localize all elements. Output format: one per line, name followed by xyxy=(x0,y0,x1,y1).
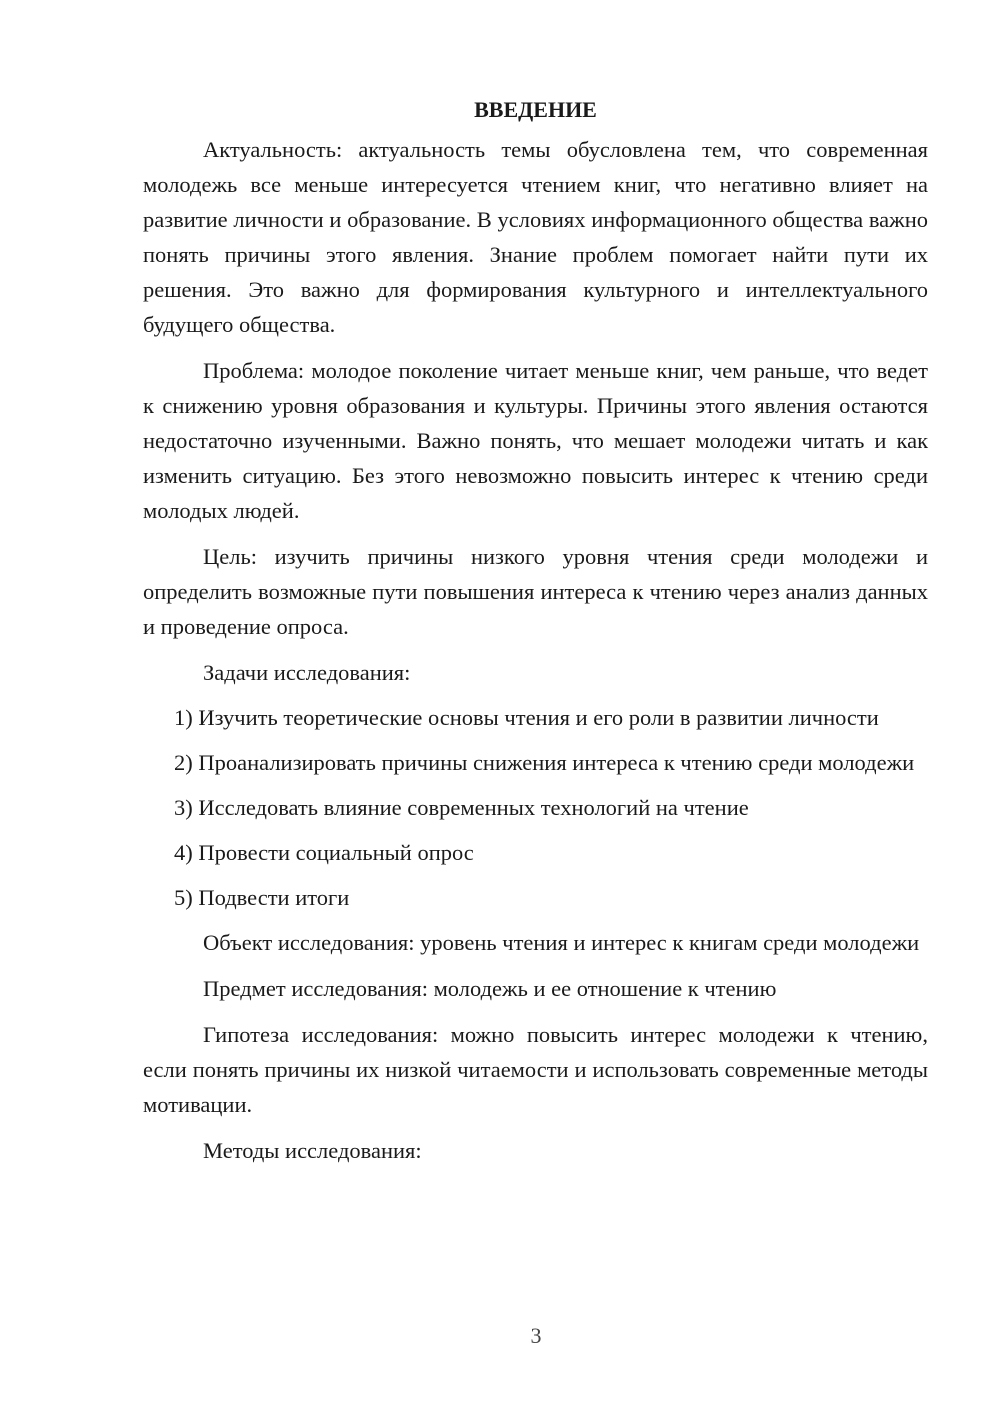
paragraph-object: Объект исследования: уровень чтения и интерес к книгам среди молодежи xyxy=(203,930,920,955)
page-number: 3 xyxy=(530,1323,542,1348)
paragraph-relevance: Актуальность: актуальность темы обусловлена тем, что современная молодежь все меньше интересуется чтением книг, что негативно влияет на развитие личности и образование. В условиях информационного общества важно понять причины этого явления. Знание проблем помогает найти пути их решения. Это важно для формирования культурного и интеллектуального будущего общества. xyxy=(143,137,928,337)
task-item-4: 4) Провести социальный опрос xyxy=(174,840,474,865)
document-page xyxy=(143,88,928,1178)
paragraph-subject: Предмет исследования: молодежь и ее отношение к чтению xyxy=(203,976,777,1001)
task-item-2: 2) Проанализировать причины снижения интереса к чтению среди молодежи xyxy=(174,750,915,775)
task-item-1: 1) Изучить теоретические основы чтения и его роли в развитии личности xyxy=(174,705,879,730)
task-item-3: 3) Исследовать влияние современных технологий на чтение xyxy=(174,795,749,820)
page-title: ВВЕДЕНИЕ xyxy=(474,97,597,122)
paragraph-problem: Проблема: молодое поколение читает меньше книг, чем раньше, что ведет к снижению уровня образования и культуры. Причины этого явления остаются недостаточно изученными. Важно понять, что мешает молодежи читать и как изменить ситуацию. Без этого невозможно повысить интерес к чтению среди молодых людей. xyxy=(143,358,928,523)
paragraph-hypothesis: Гипотеза исследования: можно повысить интерес молодежи к чтению, если понять причины их низкой читаемости и использовать современные методы мотивации. xyxy=(143,1022,928,1117)
paragraph-goal: Цель: изучить причины низкого уровня чтения среди молодежи и определить возможные пути повышения интереса к чтению через анализ данных и проведение опроса. xyxy=(143,544,928,639)
task-item-5: 5) Подвести итоги xyxy=(174,885,350,910)
tasks-heading: Задачи исследования: xyxy=(203,660,411,685)
methods-heading: Методы исследования: xyxy=(203,1138,422,1163)
